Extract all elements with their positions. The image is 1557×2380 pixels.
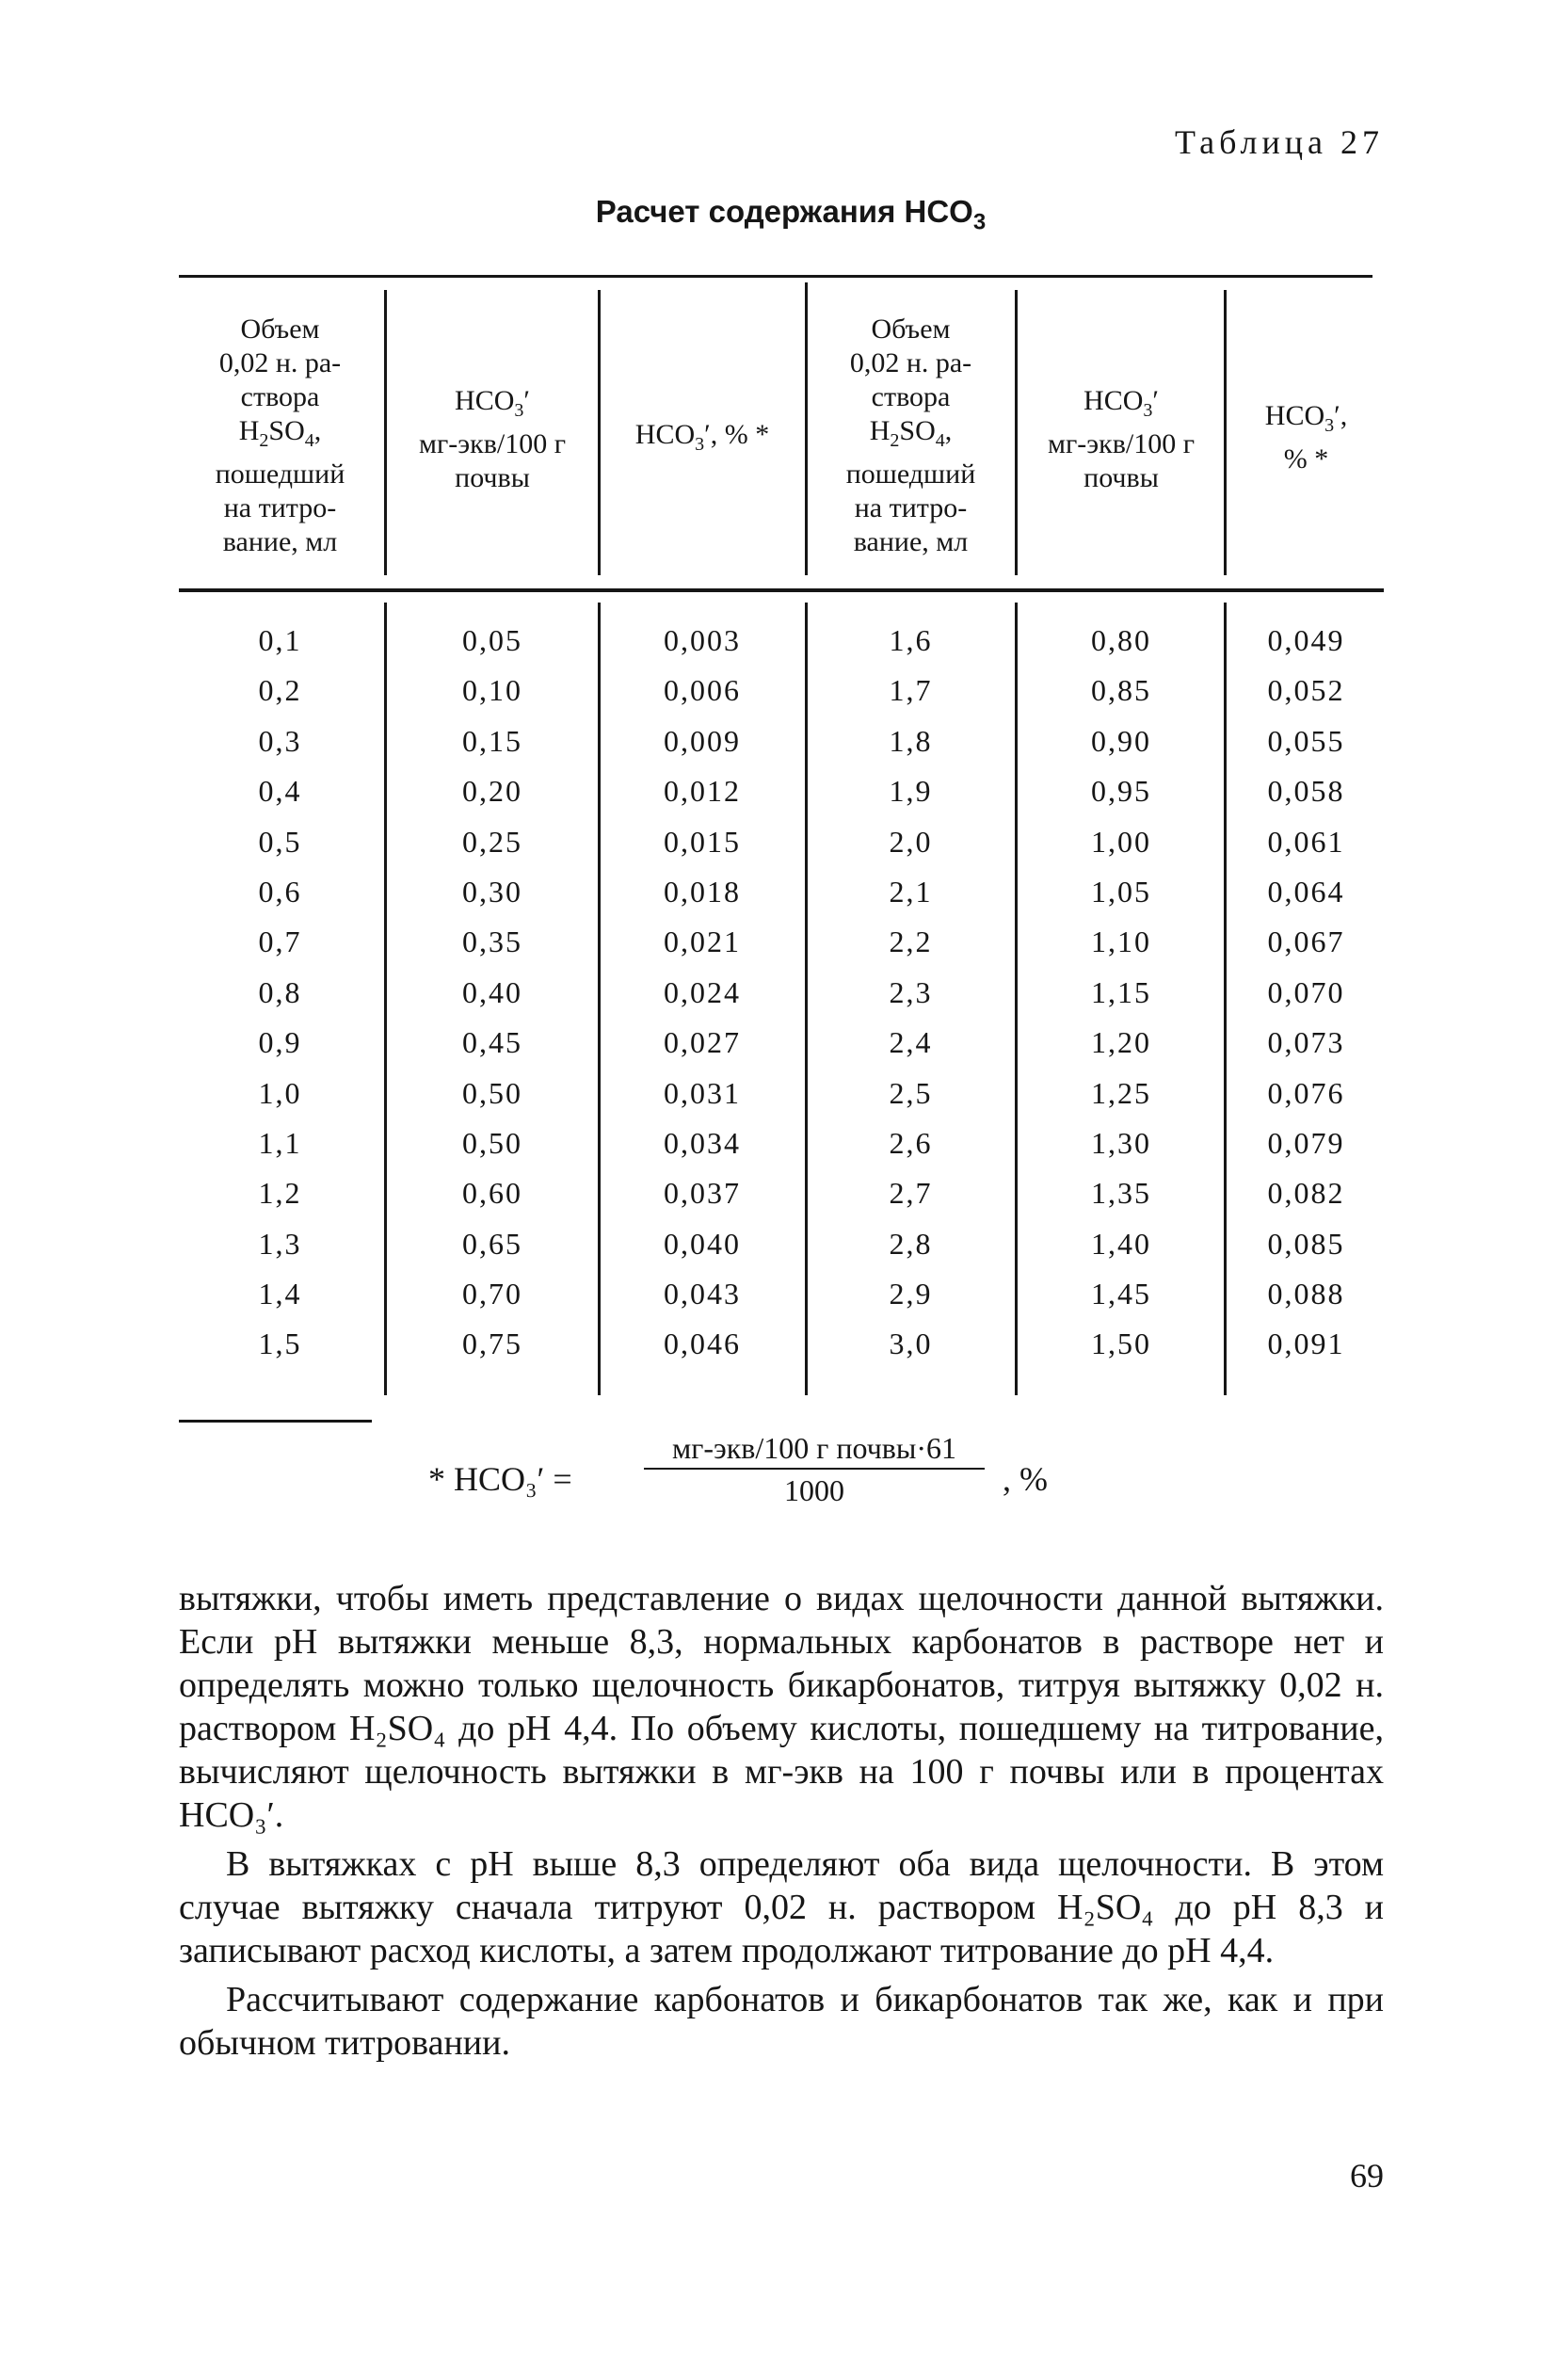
col-volume bbox=[179, 616, 381, 1370]
table-top-rule bbox=[179, 275, 1372, 278]
table-cell: 0,2 bbox=[258, 673, 302, 708]
table-cell: 0,15 bbox=[462, 723, 522, 758]
body-divider bbox=[384, 603, 387, 1395]
page-number: 69 bbox=[1350, 2157, 1384, 2195]
table-cell: 0,5 bbox=[258, 824, 302, 859]
table-cell: 1,6 bbox=[889, 623, 933, 657]
table-cell: 0,070 bbox=[1267, 974, 1345, 1009]
table-cell: 0,40 bbox=[462, 974, 522, 1009]
table-cell: 0,012 bbox=[664, 774, 741, 809]
table-cell: 0,009 bbox=[664, 723, 741, 758]
table-cell: 2,9 bbox=[889, 1277, 933, 1311]
table-number: Таблица 27 bbox=[1175, 123, 1384, 161]
table-cell: 2,1 bbox=[889, 874, 933, 909]
table-cell: 2,8 bbox=[889, 1226, 933, 1261]
table-cell: 1,30 bbox=[1091, 1125, 1151, 1160]
table-cell: 1,2 bbox=[258, 1176, 302, 1211]
table-cell: 0,30 bbox=[462, 874, 522, 909]
table-cell: 0,015 bbox=[664, 824, 741, 859]
header-hco3-percent-2: $HCO_3'$, % * bbox=[1264, 400, 1348, 474]
table-cell: 0,049 bbox=[1267, 623, 1345, 657]
body-divider bbox=[1015, 603, 1018, 1395]
table-cell: 0,085 bbox=[1267, 1226, 1345, 1261]
table-cell: 1,1 bbox=[258, 1125, 302, 1160]
paragraph: В вытяжках с pH выше 8,3 определяют оба вида щелочности. В этом случае вытяжку сначала титруют 0,02 н. раствором H₂SO₄ до pH 8,3 и записывают расход кислоты, а затем продолжают титрование до pH 4,4. bbox=[179, 1844, 1384, 1970]
table-cell: 0,20 bbox=[462, 774, 522, 809]
table-cell: 0,040 bbox=[664, 1226, 741, 1261]
table-cell: 0,046 bbox=[664, 1327, 741, 1361]
table-cell: 1,5 bbox=[258, 1327, 302, 1361]
body-divider bbox=[1224, 603, 1227, 1395]
table-cell: 0,067 bbox=[1267, 925, 1345, 959]
table-cell: 0,043 bbox=[664, 1277, 741, 1311]
table-cell: 0,027 bbox=[664, 1025, 741, 1060]
header-hco3-mgeq-2: $HCO_3'$ мг-экв/100 г почвы bbox=[1047, 385, 1196, 493]
table-cell: 0,1 bbox=[258, 623, 302, 657]
table-cell: 1,20 bbox=[1091, 1025, 1151, 1060]
table-bottom-rule bbox=[179, 1420, 372, 1423]
table-cell: 0,70 bbox=[462, 1277, 522, 1311]
table-cell: 1,15 bbox=[1091, 974, 1151, 1009]
table-cell: 2,0 bbox=[889, 824, 933, 859]
table-cell: 0,091 bbox=[1267, 1327, 1345, 1361]
table-cell: 0,037 bbox=[664, 1176, 741, 1211]
table-cell: 0,50 bbox=[462, 1125, 522, 1160]
header-divider bbox=[598, 290, 601, 575]
table-title-subscript: 3 bbox=[972, 209, 987, 235]
col-volume-2 bbox=[810, 616, 1012, 1370]
body-divider bbox=[598, 603, 601, 1395]
header-volume: Объем 0,02 н. ра- створа $H_2SO_4$, пошедший на титро- вание, мл bbox=[215, 314, 345, 557]
table-cell: 1,45 bbox=[1091, 1277, 1151, 1311]
table-cell: 0,6 bbox=[258, 874, 302, 909]
table-cell: 0,75 bbox=[462, 1327, 522, 1361]
table-cell: 0,003 bbox=[664, 623, 741, 657]
table-cell: 1,0 bbox=[258, 1075, 302, 1110]
table-cell: 2,2 bbox=[889, 925, 933, 959]
table-cell: 1,10 bbox=[1091, 925, 1151, 959]
table-cell: 0,076 bbox=[1267, 1075, 1345, 1110]
formula-fraction bbox=[640, 1431, 988, 1508]
header-divider bbox=[805, 282, 808, 575]
table-cell: 0,85 bbox=[1091, 673, 1151, 708]
table-cell: 0,073 bbox=[1267, 1025, 1345, 1060]
header-divider bbox=[384, 290, 387, 575]
table-cell: 0,05 bbox=[462, 623, 522, 657]
table-cell: 0,7 bbox=[258, 925, 302, 959]
table-cell: 0,80 bbox=[1091, 623, 1151, 657]
table-cell: 0,021 bbox=[664, 925, 741, 959]
footnote-formula bbox=[428, 1431, 1144, 1535]
table-cell: 1,05 bbox=[1091, 874, 1151, 909]
table-cell: 0,60 bbox=[462, 1176, 522, 1211]
col-hco3-mgeq bbox=[388, 616, 597, 1370]
paragraph: Рассчитывают содержание карбонатов и бикарбонатов так же, как и при обычном титровании. bbox=[179, 1980, 1384, 2063]
table-cell: 0,034 bbox=[664, 1125, 741, 1160]
table-cell: 1,40 bbox=[1091, 1226, 1151, 1261]
table-cell: 1,9 bbox=[889, 774, 933, 809]
table-cell: 3,0 bbox=[889, 1327, 933, 1361]
table-cell: 0,50 bbox=[462, 1075, 522, 1110]
body-text bbox=[179, 1577, 1384, 2065]
table-cell: 0,079 bbox=[1267, 1125, 1345, 1160]
formula-denominator: 1000 bbox=[784, 1473, 844, 1507]
table-cell: 2,4 bbox=[889, 1025, 933, 1060]
table-cell: 2,7 bbox=[889, 1176, 933, 1211]
table-cell: 0,064 bbox=[1267, 874, 1345, 909]
paragraph: вытяжки, чтобы иметь представление о видах щелочности данной вытяжки. Если pH вытяжки меньше 8,3, нормальных карбонатов в растворе нет и определять можно только щелочность бикарбонатов, титруя вытяжку 0,02 н. раствором H₂SO₄ до pH 4,4. По объему кислоты, пошедшему на титрование, вычисляют щелочность вытяжки в мг-экв на 100 г почвы или в процентах HCO₃′. bbox=[179, 1579, 1384, 1835]
table-cell: 0,082 bbox=[1267, 1176, 1345, 1211]
table-cell: 1,3 bbox=[258, 1226, 302, 1261]
table-cell: 0,90 bbox=[1091, 723, 1151, 758]
table-cell: 0,006 bbox=[664, 673, 741, 708]
body-divider bbox=[805, 603, 808, 1395]
header-hco3-mgeq: $HCO_3'$ мг-экв/100 г почвы bbox=[418, 385, 567, 493]
table-cell: 0,4 bbox=[258, 774, 302, 809]
table-cell: 0,031 bbox=[664, 1075, 741, 1110]
table-cell: 0,088 bbox=[1267, 1277, 1345, 1311]
col-hco3-percent bbox=[602, 616, 802, 1370]
table-cell: 0,25 bbox=[462, 824, 522, 859]
table-cell: 0,055 bbox=[1267, 723, 1345, 758]
table-cell: 0,061 bbox=[1267, 824, 1345, 859]
table-cell: 0,65 bbox=[462, 1226, 522, 1261]
table-title bbox=[377, 194, 1205, 236]
table-cell: 1,4 bbox=[258, 1277, 302, 1311]
table-title-text: Расчет содержания HCO bbox=[595, 194, 973, 229]
table-cell: 1,00 bbox=[1091, 824, 1151, 859]
header-divider bbox=[1224, 290, 1227, 575]
table-cell: 0,8 bbox=[258, 974, 302, 1009]
table-cell: 1,7 bbox=[889, 673, 933, 708]
table-cell: 0,058 bbox=[1267, 774, 1345, 809]
col-hco3-percent-2 bbox=[1228, 616, 1384, 1370]
table-cell: 0,95 bbox=[1091, 774, 1151, 809]
header-volume-2: Объем 0,02 н. ра- створа $H_2SO_4$, пошедший на титро- вание, мл bbox=[845, 314, 976, 557]
formula-rhs: , % bbox=[1003, 1460, 1048, 1498]
table-cell: 0,10 bbox=[462, 673, 522, 708]
table-cell: 2,6 bbox=[889, 1125, 933, 1160]
formula-numerator: мг-экв/100 г почвы·61 bbox=[671, 1431, 957, 1465]
table-cell: 0,45 bbox=[462, 1025, 522, 1060]
table-cell: 2,5 bbox=[889, 1075, 933, 1110]
header-bottom-rule bbox=[179, 588, 1384, 592]
table-cell: 0,018 bbox=[664, 874, 741, 909]
table-cell: 0,9 bbox=[258, 1025, 302, 1060]
table-cell: 0,3 bbox=[258, 723, 302, 758]
table-cell: 0,052 bbox=[1267, 673, 1345, 708]
table-cell: 0,35 bbox=[462, 925, 522, 959]
table-cell: 2,3 bbox=[889, 974, 933, 1009]
col-hco3-mgeq-2 bbox=[1019, 616, 1224, 1370]
table-cell: 1,8 bbox=[889, 723, 933, 758]
table-cell: 1,25 bbox=[1091, 1075, 1151, 1110]
table-cell: 0,024 bbox=[664, 974, 741, 1009]
header-divider bbox=[1015, 290, 1018, 575]
formula-lhs: * HCO₃′ = bbox=[428, 1460, 572, 1498]
table-cell: 1,35 bbox=[1091, 1176, 1151, 1211]
header-hco3-percent: $HCO_3'$, % * bbox=[634, 419, 770, 455]
table-cell: 1,50 bbox=[1091, 1327, 1151, 1361]
